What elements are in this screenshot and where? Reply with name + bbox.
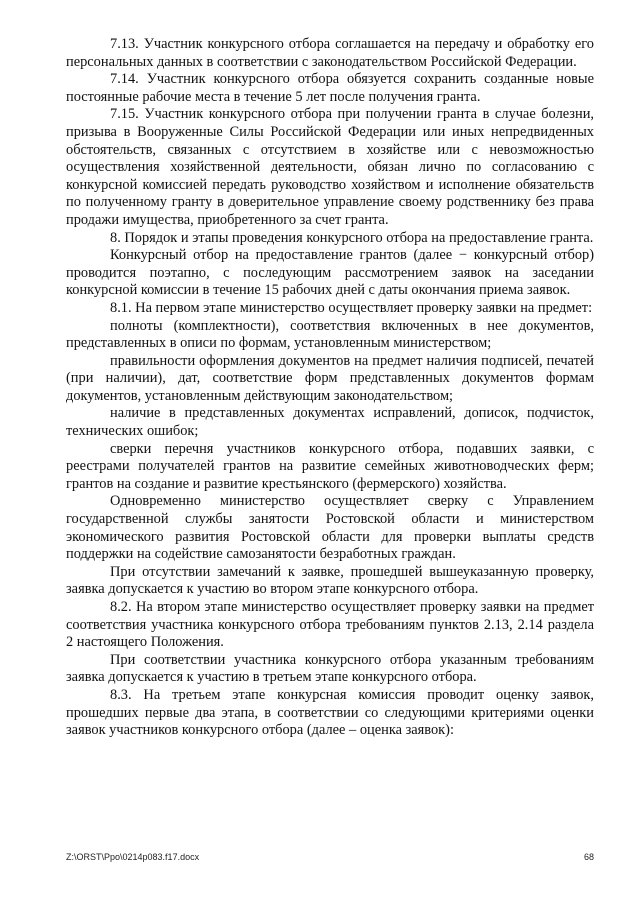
paragraph-8-1-item-1: полноты (комплектности), соответствия включенных в нее документов, представленных в описи по формам, установленным министерством; bbox=[66, 317, 594, 352]
paragraph-7-14: 7.14. Участник конкурсного отбора обязуется сохранить созданные новые постоянные рабочие места в течение 5 лет после получения гранта. bbox=[66, 71, 594, 105]
document-body bbox=[66, 36, 594, 740]
paragraph-8-3: 8.3. На третьем этапе конкурсная комиссия проводит оценку заявок, прошедших первые два этапа, в соответствии со следующими критериями оценки заявок участников конкурсного отбора (далее – оценка заявок): bbox=[66, 686, 594, 739]
paragraph-7-13: 7.13. Участник конкурсного отбора соглашается на передачу и обработку его персональных данных в соответствии с законодательством Российской Федерации. bbox=[66, 36, 594, 70]
paragraph-7-15: 7.15. Участник конкурсного отбора при получении гранта в случае болезни, призыва в Вооруженные Силы Российской Федерации или иных непредвиденных обстоятельств, связанных с отсутствием в хозяйстве или с невозможностью осуществления хозяйственной деятельности, обязан лично по согласованию с конкурсной комиссией передать руководство хозяйством и исполнение обязательств по полученному гранту в доверительное управление своему родственнику без права продажи имущества, приобретенного за счет гранта. bbox=[66, 106, 594, 228]
paragraph-8-1-result: При отсутствии замечаний к заявке, прошедшей вышеуказанную проверку, заявка допускается к участию во втором этапе конкурсного отбора. bbox=[66, 563, 594, 598]
paragraph-8-2-result: При соответствии участника конкурсного отбора указанным требованиям заявка допускается к участию в третьем этапе конкурсного отбора. bbox=[66, 651, 594, 686]
file-path: Z:\ORST\Ppo\0214p083.f17.docx bbox=[66, 852, 200, 862]
paragraph-8-2: 8.2. На втором этапе министерство осуществляет проверку заявки на предмет соответствия участника конкурсного отбора требованиям пунктов 2.13, 2.14 раздела 2 настоящего Положения. bbox=[66, 599, 594, 651]
paragraph-8-1-item-4: сверки перечня участников конкурсного отбора, подавших заявки, с реестрами получателей грантов на развитие семейных животноводческих ферм; грантов на создание и развитие крестьянского (фермерского) хозяйства. bbox=[66, 440, 594, 492]
paragraph-8-1-sverka: Одновременно министерство осуществляет сверку с Управлением государственной службы занятости Ростовской области и министерством экономического развития Ростовской области для проверки выплаты средств поддержки на содействие самозанятости безработных граждан. bbox=[66, 493, 594, 563]
paragraph-8-1-item-2: правильности оформления документов на предмет наличия подписей, печатей (при наличии), дат, соответствие форм представленных документов формам документов, установленным действующим законодательством; bbox=[66, 352, 594, 404]
paragraph-8-1: 8.1. На первом этапе министерство осуществляет проверку заявки на предмет: bbox=[110, 299, 593, 316]
paragraph-8-heading: 8. Порядок и этапы проведения конкурсного отбора на предоставление гранта. bbox=[110, 229, 594, 246]
page-footer bbox=[66, 852, 594, 866]
paragraph-8-intro: Конкурсный отбор на предоставление грантов (далее − конкурсный отбор) проводится поэтапно, с последующим рассмотрением заявок на заседании конкурсной комиссии в течение 15 рабочих дней с даты окончания приема заявок. bbox=[66, 247, 594, 299]
page-number: 68 bbox=[583, 852, 594, 862]
paragraph-8-1-item-3: наличие в представленных документах исправлений, дописок, подчисток, технических ошибок; bbox=[66, 405, 594, 440]
